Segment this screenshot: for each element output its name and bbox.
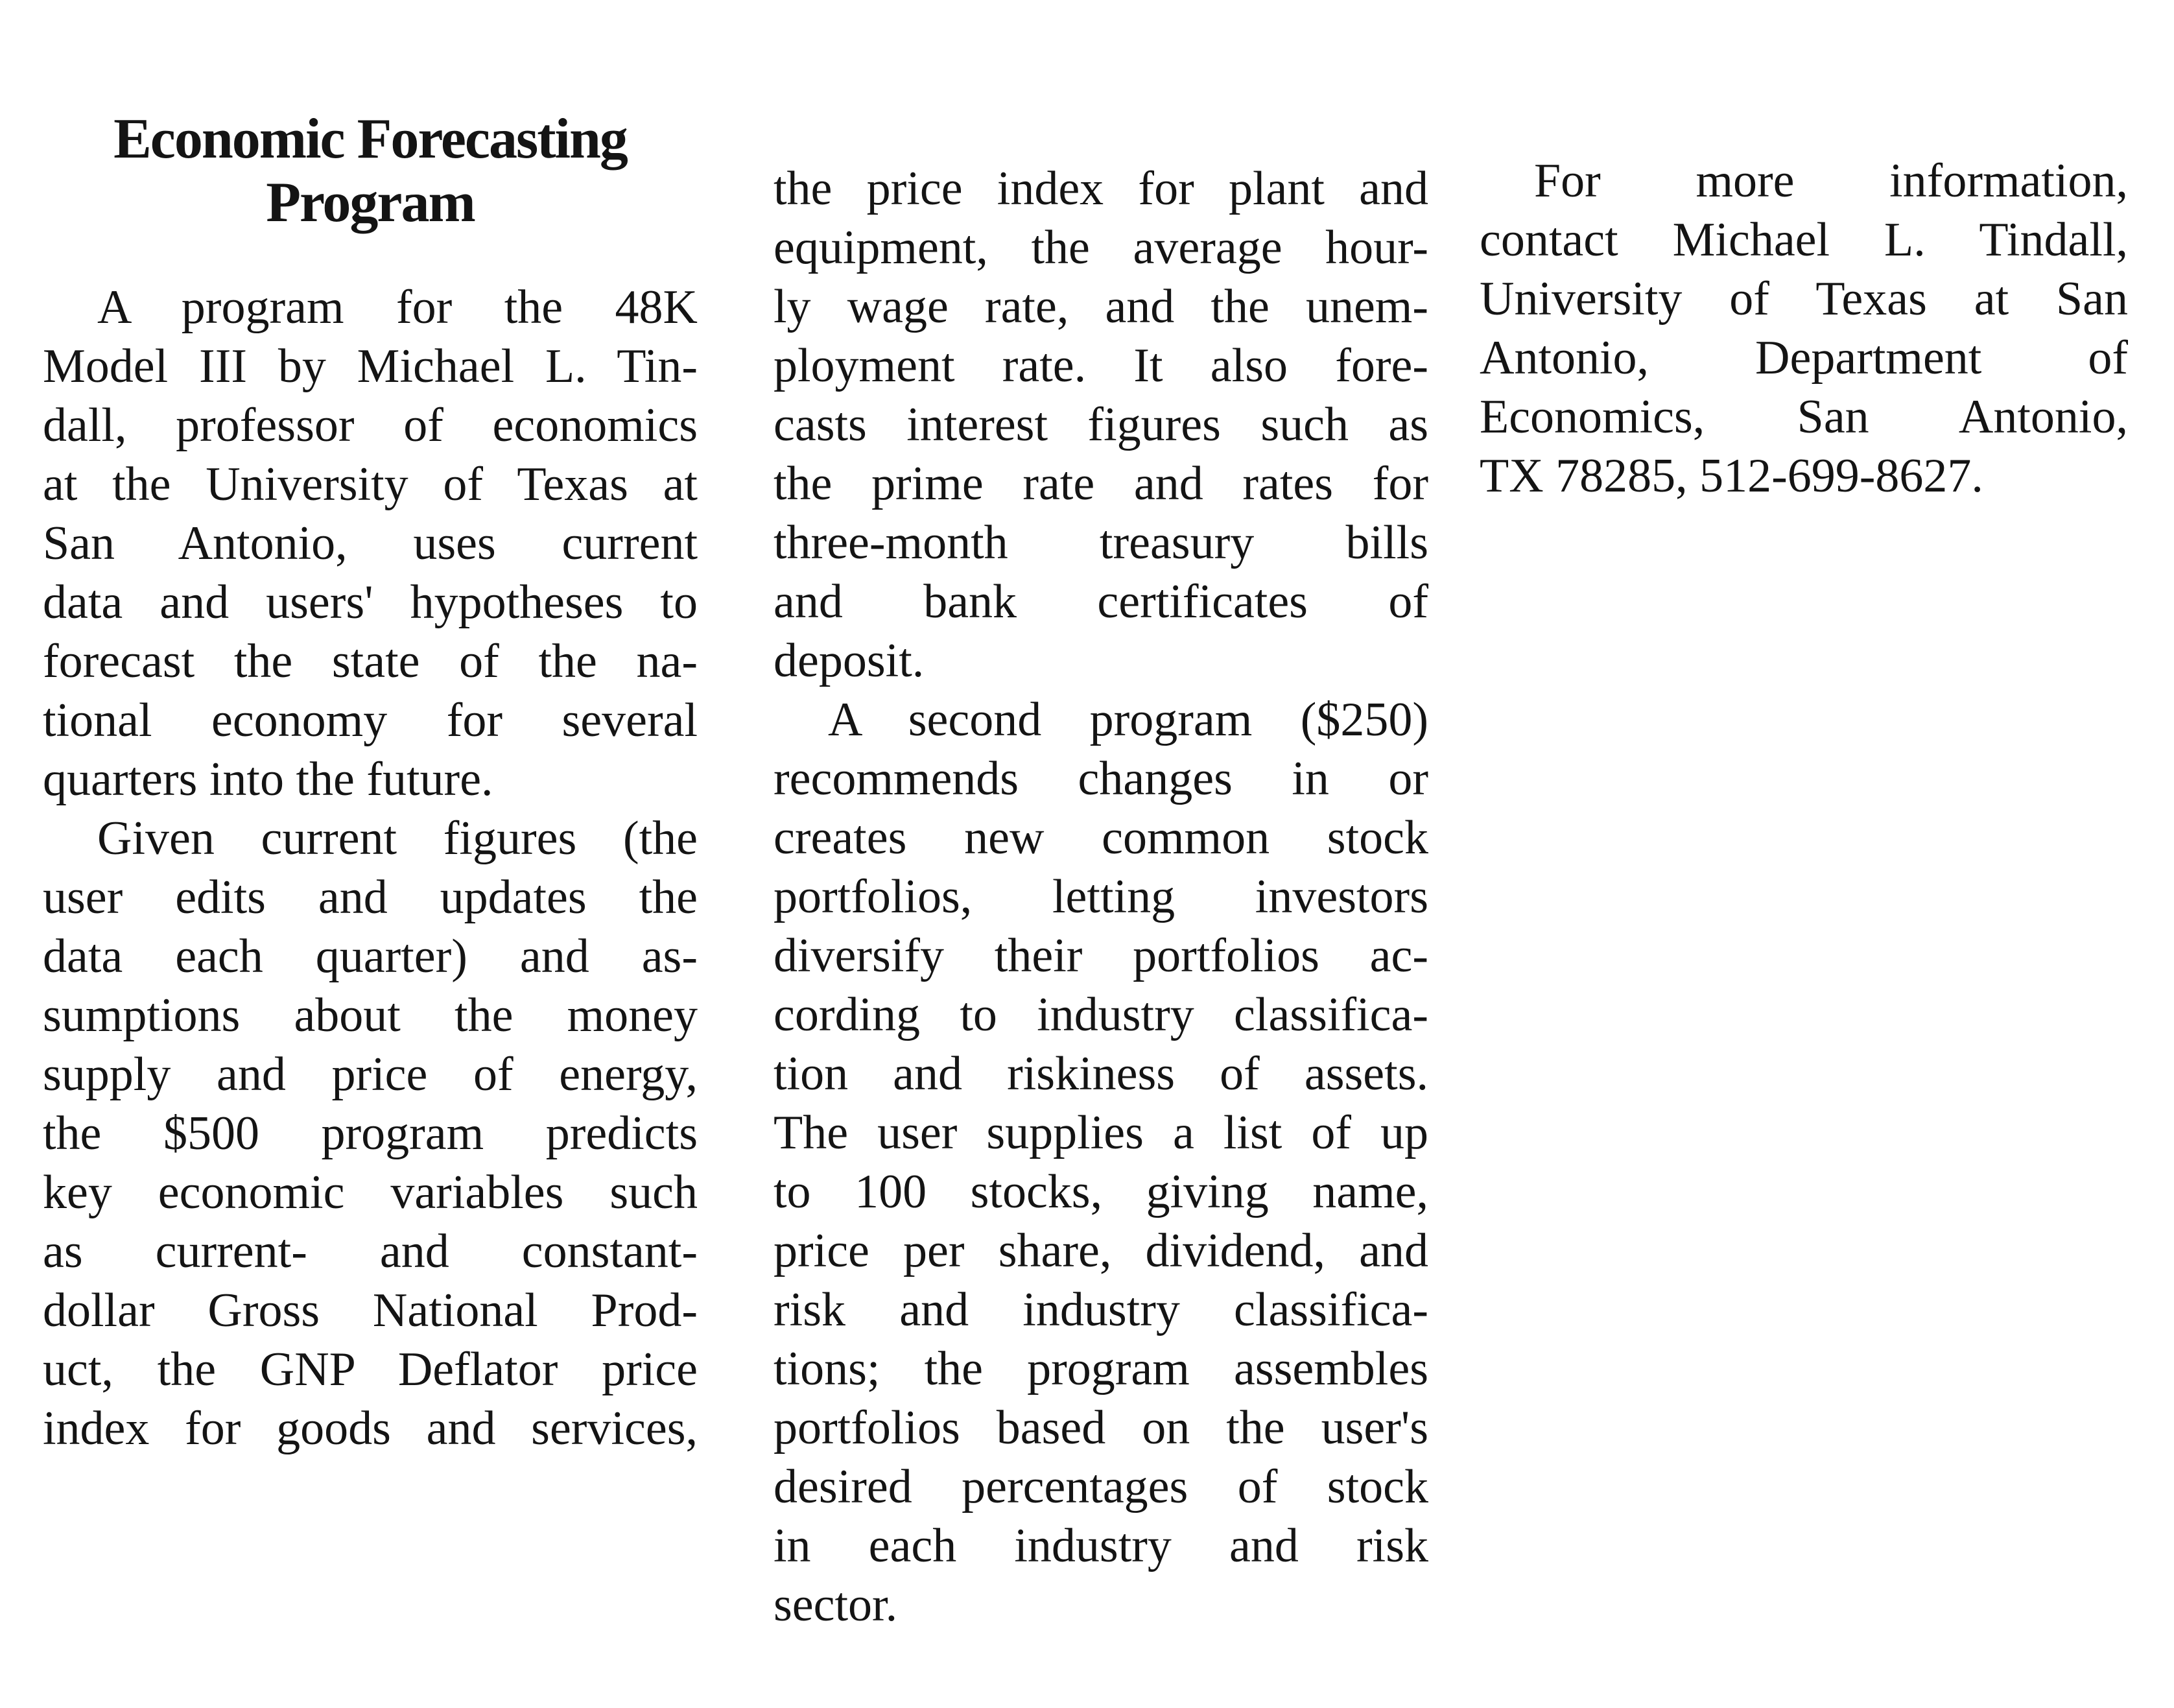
text-line: desired percentages of stock <box>774 1460 1428 1513</box>
text-line: price per share, dividend, and <box>774 1224 1428 1277</box>
text-line: A program for the 48K <box>97 281 698 334</box>
text-line: TX 78285, 512-699-8627. <box>1480 449 1983 503</box>
text-line: ployment rate. It also fore- <box>774 339 1428 392</box>
text-line: San Antonio, uses current <box>43 517 698 570</box>
text-line: contact Michael L. Tindall, <box>1480 213 2128 267</box>
text-line: data each quarter) and as- <box>43 930 698 983</box>
text-line: tional economy for several <box>43 694 698 747</box>
text-line: at the University of Texas at <box>43 458 698 511</box>
text-line: Antonio, Department of <box>1480 331 2128 385</box>
text-line: Given current figures (the <box>97 812 698 865</box>
text-line: and bank certificates of <box>774 575 1428 628</box>
text-line: supply and price of energy, <box>43 1048 698 1101</box>
text-line: the $500 program predicts <box>43 1107 698 1160</box>
article-title-line: Program <box>266 171 475 234</box>
text-line: quarters into the future. <box>43 753 493 806</box>
text-line: the price index for plant and <box>774 162 1428 215</box>
text-line: sumptions about the money <box>43 989 698 1042</box>
text-line: index for goods and services, <box>43 1402 698 1455</box>
text-line: creates new common stock <box>774 811 1428 864</box>
text-line: diversify their portfolios ac- <box>774 929 1428 982</box>
text-line: user edits and updates the <box>43 871 698 924</box>
text-line: cording to industry classifica- <box>774 988 1428 1041</box>
text-line: The user supplies a list of up <box>774 1106 1428 1159</box>
text-line: data and users' hypotheses to <box>43 576 698 629</box>
text-line: deposit. <box>774 634 925 687</box>
text-line: For more information, <box>1534 154 2128 208</box>
text-line: dall, professor of economics <box>43 399 698 452</box>
text-line: sector. <box>774 1578 898 1631</box>
text-line: forecast the state of the na- <box>43 635 698 688</box>
text-line: uct, the GNP Deflator price <box>43 1343 698 1396</box>
text-line: equipment, the average hour- <box>774 221 1428 274</box>
text-line: Model III by Michael L. Tin- <box>43 340 698 393</box>
text-line: tions; the program assembles <box>774 1342 1428 1395</box>
article-title <box>43 108 698 235</box>
text-line: in each industry and risk <box>774 1519 1428 1572</box>
text-line: Economics, San Antonio, <box>1480 390 2128 444</box>
article-title-line: Economic Forecasting <box>113 108 627 171</box>
text-line: recommends changes in or <box>774 752 1428 805</box>
text-line: risk and industry classifica- <box>774 1283 1428 1336</box>
text-line: key economic variables such <box>43 1166 698 1219</box>
text-line: to 100 stocks, giving name, <box>774 1165 1428 1218</box>
text-line: the prime rate and rates for <box>774 457 1428 510</box>
text-line: University of Texas at San <box>1480 272 2128 326</box>
text-line: ly wage rate, and the unem- <box>774 280 1428 333</box>
text-line: tion and riskiness of assets. <box>774 1047 1428 1100</box>
text-line: A second program ($250) <box>828 693 1428 746</box>
text-line: portfolios, letting investors <box>774 870 1428 923</box>
text-line: dollar Gross National Prod- <box>43 1284 698 1337</box>
text-line: three-month treasury bills <box>774 516 1428 569</box>
text-line: as current- and constant- <box>43 1225 698 1278</box>
text-line: portfolios based on the user's <box>774 1401 1428 1454</box>
text-line: casts interest figures such as <box>774 398 1428 451</box>
